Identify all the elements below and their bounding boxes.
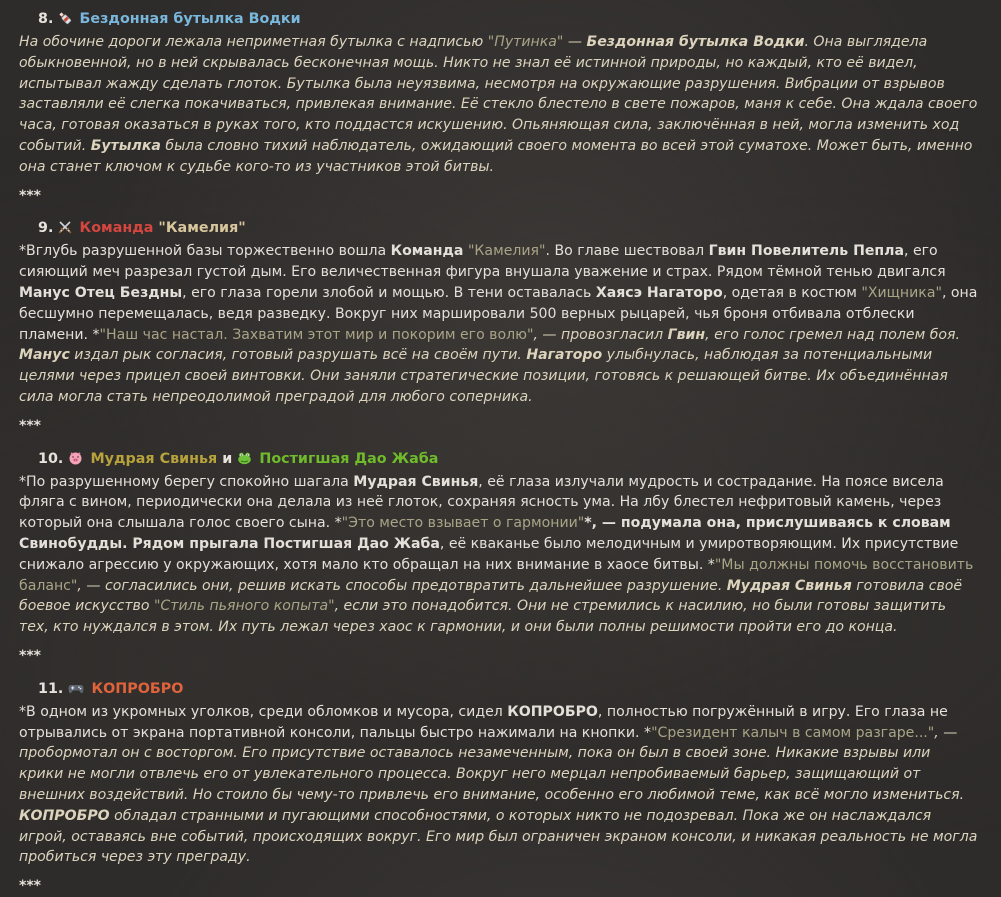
section-10-and: и <box>217 450 238 467</box>
quote: "Камелия" <box>467 243 546 260</box>
section-8-title: Бездонная бутылка Водки <box>79 11 301 27</box>
section-8-number: 8. <box>38 11 54 27</box>
section-10-number: 10. <box>38 450 64 467</box>
section-9-title-name: "Камелия" <box>153 220 246 237</box>
frog-icon <box>237 452 256 467</box>
section-11-paragraph: *В одном из укромных уголков, среди обломков и мусора, сидел КОПРОБРО, полностью погружённый в игру. Его глаза не отрывались от экрана портативной консоли, пальцы быстро нажимали на кнопки. *"Срезидент калыч в самом разгаре...", — пробормотал он с восторгом. Его присутствие оставалось незамеченным, пока он был в своей зоне. Никакие взрывы или крики не могли отвлечь его от увлекательного процесса. Вокруг него мерцал непробиваемый барьер, защищающий от внешних воздействий. Но стоило бы чему-то привлечь его внимание, особенно его любимой теме, как всё могло измениться. КОПРОБРО обладал странными и пугающими способностями, о которых никто не подозревал. Пока же он наслаждался игрой, оставаясь вне событий, происходящих вокруг. Его мир был ограничен экраном консоли, и никакая реальность не могла пробиться через эту преграду. <box>19 703 978 866</box>
pig-icon <box>68 452 87 467</box>
section-9-paragraph: *Вглубь разрушенной базы торжественно вошла Команда "Камелия". Во главе шествовал Гвин Повелитель Пепла, его сияющий меч разрезал густой дым. Его величественная фигура внушала уважение и страх. Рядом тёмной тенью двигался Манус Отец Бездны, его глаза горели злобой и мощью. В тени оставалась Хаясэ Нагаторо, одетая в костюм "Хищника", она бесшумно перемещалась, ведя разведку. Вокруг них маршировали 500 верных рыцарей, чья броня отбивала отблески пламени. *"Наш час настал. Захватим этот мир и покорим его волю", — провозгласил Гвин, его голос гремел над полем боя. Манус издал рык согласия, готовый разрушать всё на своём пути. Нагаторо улыбнулась, наблюдая за потенциальными целями через прицел своей винтовки. Они заняли стратегические позиции, готовясь к решающей битве. Их объединённая сила могла стать непреодолимой преградой для любого соперника. <box>19 243 978 405</box>
section-10-heading <box>38 446 979 472</box>
quote: "Хищника" <box>861 284 942 301</box>
quote: "Стиль пьяного копыта" <box>153 598 335 615</box>
quote: "Наш час настал. Захватим этот мир и покорим его волю" <box>99 326 534 343</box>
section-11-heading <box>38 676 979 702</box>
bold-name: Бездонная бутылка Водки <box>586 34 805 50</box>
gamepad-icon <box>68 682 88 697</box>
separator: *** <box>19 878 41 895</box>
crossed-swords-icon <box>58 221 76 236</box>
section-9-title-team: Команда <box>79 220 154 237</box>
post-content <box>19 6 979 897</box>
separator: *** <box>19 187 41 204</box>
section-8-heading <box>38 6 979 32</box>
section-10-title-frog: Постигшая Дао Жаба <box>259 450 439 467</box>
bold-name: Бутылка <box>90 137 161 154</box>
bottle-icon <box>58 12 76 27</box>
quote: "Мы должны помочь восстановить баланс" <box>19 556 974 594</box>
section-8-paragraph: На обочине дороги лежала неприметная бутылка с надписью "Путинка" — Бездонная бутылка Водки. Она выглядела обыкновенной, но в ней скрывалась бесконечная мощь. Никто не знал её истинной природы, но каждый, кто её видел, испытывал жажду сделать глоток. Бутылка была неуязвима, несмотря на окружающие разрушения. Вибрации от взрывов заставляли её слегка покачиваться, привлекая внимание. Её стекло блестело в свете пожаров, маня к себе. Она ждала своего часа, готовая оказаться в руках того, кто поддастся искушению. Опьяняющая сила, заключённая в ней, могла изменить ход событий. Бутылка была словно тихий наблюдатель, ожидающий своего момента во всей этой суматохе. Может быть, именно она станет ключом к судьбе кого-то из участников этой битвы. <box>19 34 978 175</box>
section-10-paragraph: *По разрушенному берегу спокойно шагала Мудрая Свинья, её глаза излучали мудрость и сострадание. На поясе висела фляга с вином, периодически она делала из неё глоток, сохраняя ясность ума. На лбу блестел нефритовый камень, через который она слышала голос своего сына. *"Это место взывает о гармонии"*, — подумала она, прислушиваясь к словам Свинобудды. Рядом прыгала Постигшая Дао Жаба, её кваканье было мелодичным и умиротворяющим. Их присутствие снижало агрессию у окружающих, хотя мало кто обращал на них внимание в хаосе битвы. *"Мы должны помочь восстановить баланс", — согласились они, решив искать способы предотвратить дальнейшее разрушение. Мудрая Свинья готовила своё боевое искусство "Стиль пьяного копыта", если это понадобится. Они не стремились к насилию, но были готовы защитить тех, кто нуждался в этом. Их путь лежал через хаос к гармонии, и они были полны решимости пройти его до конца. <box>19 473 974 636</box>
separator: *** <box>19 647 41 664</box>
section-9-heading <box>38 215 979 241</box>
section-11-number: 11. <box>38 680 64 697</box>
quote: "Это место взывает о гармонии" <box>341 515 585 532</box>
section-11-title: КОПРОБРО <box>91 680 184 697</box>
quote: "Срезидент калыч в самом разгаре..." <box>651 724 935 741</box>
separator: *** <box>19 417 41 434</box>
quote: "Путинка" <box>487 34 564 50</box>
section-9-number: 9. <box>38 220 54 237</box>
section-10-title-pig: Мудрая Свинья <box>90 450 218 467</box>
